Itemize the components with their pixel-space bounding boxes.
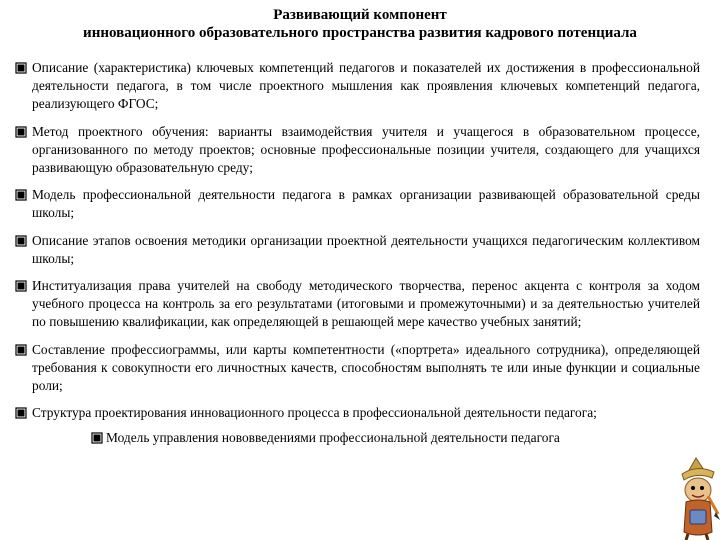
- list-item-text: Модель управления нововведениями профессиональной деятельности педагога: [106, 430, 560, 446]
- list-item-text: Составление профессиограммы, или карты компетентности («портрета» идеального сотрудника), определяющей требования к совокупности его личностных качеств, способностям выполнять те или иные функции и социальные роли;: [32, 341, 700, 394]
- list-item: [14, 186, 700, 222]
- title-line-2: инновационного образовательного пространства развития кадрового потенциала: [83, 25, 637, 41]
- list-item: [14, 277, 700, 332]
- list-item-text: Метод проектного обучения: варианты взаимодействия учителя и учащегося в образовательном процессе, организованного по методу проектов; основные профессиональные позиции учителя, создающего для учащихся развивающую образовательную среду;: [32, 123, 700, 176]
- list-item: [14, 232, 700, 268]
- checkbox-bullet-icon: [15, 62, 27, 74]
- list-item: [14, 341, 700, 396]
- list-item: [14, 404, 700, 422]
- list-item: [106, 429, 700, 447]
- checkbox-bullet-icon: [91, 432, 103, 444]
- slide-title: [0, 6, 720, 42]
- list-item-text: Институализация права учителей на свободу методического творчества, перенос акцента с контроля за ходом учебного процесса на контроль за его результатами (итоговыми и промежуточными) и за деятельностью учителей по повышению квалификации, как определяющей в решающей мере качество учебных занятий;: [32, 278, 700, 330]
- checkbox-bullet-icon: [15, 344, 27, 356]
- list-item: [14, 123, 700, 178]
- list-item-text: Описание (характеристика) ключевых компетенций педагогов и показателей их достижения в профессиональной деятельности педагога, в том числе проектного мышления как проявления ключевых компетенций педагога, реализующего ФГОС;: [32, 60, 700, 112]
- list-item: [14, 59, 700, 114]
- title-line-1: Развивающий компонент: [273, 7, 447, 23]
- component-list: [14, 59, 700, 457]
- checkbox-bullet-icon: [15, 407, 27, 419]
- pencil-mascot-icon: [674, 454, 720, 540]
- list-item-text: Описание этапов освоения методики организации проектной деятельности учащихся педагогическим коллективом школы;: [32, 232, 700, 266]
- checkbox-bullet-icon: [15, 235, 27, 247]
- checkbox-bullet-icon: [15, 189, 27, 201]
- checkbox-bullet-icon: [15, 126, 27, 138]
- list-item-text: Модель профессиональной деятельности педагога в рамках организации развивающей образовательной среды школы;: [32, 187, 700, 221]
- checkbox-bullet-icon: [15, 280, 27, 292]
- list-item-text: Структура проектирования инновационного процесса в профессиональной деятельности педагога;: [32, 405, 597, 421]
